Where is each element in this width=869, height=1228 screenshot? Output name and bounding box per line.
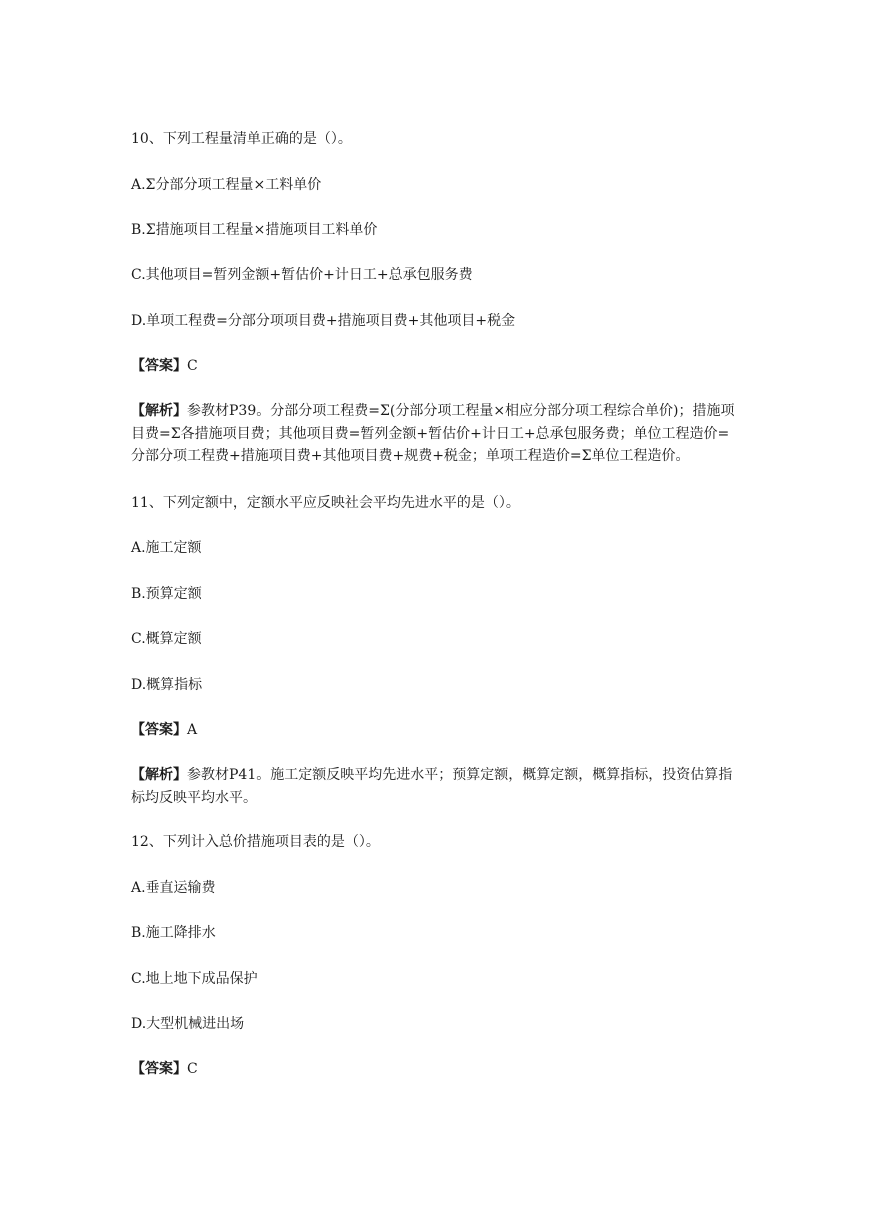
question-12-option-b: B.施工降排水 <box>131 925 216 941</box>
answer-value: A <box>187 722 198 738</box>
question-12-option-d: D.大型机械进出场 <box>131 1016 245 1032</box>
question-10-option-b: B.Σ措施项目工程量×措施项目工料单价 <box>131 222 378 238</box>
analysis-label: 【解析】 <box>131 403 187 419</box>
answer-label: 【答案】 <box>131 358 187 374</box>
answer-label: 【答案】 <box>131 722 187 738</box>
analysis-text: 参教材P41。施工定额反映平均先进水平；预算定额，概算定额，概算指标，投资估算指标均反映平均水平。 <box>131 767 733 806</box>
question-10-stem: 10、下列工程量清单正确的是（）。 <box>131 131 352 147</box>
question-11-option-b: B.预算定额 <box>131 586 202 602</box>
question-11-stem: 11、下列定额中，定额水平应反映社会平均先进水平的是（）。 <box>131 495 520 511</box>
analysis-text: 参教材P39。分部分项工程费=Σ(分部分项工程量×相应分部分项工程综合单价)；措施项目费=Σ各措施项目费；其他项目费=暂列金额+暂估价+计日工+总承包服务费；单位工程造价=分部分项工程费+措施项目费+其他项目费+规费+税金；单项工程造价=Σ单位工程造价。 <box>131 403 735 464</box>
question-11-answer <box>131 719 741 742</box>
question-10-analysis <box>131 400 741 468</box>
question-10-option-a: A.Σ分部分项工程量×工料单价 <box>131 177 322 193</box>
question-12-answer <box>131 1058 741 1081</box>
question-10-option-c: C.其他项目=暂列金额+暂估价+计日工+总承包服务费 <box>131 267 473 283</box>
question-12-stem: 12、下列计入总价措施项目表的是（）。 <box>131 834 380 850</box>
analysis-label: 【解析】 <box>131 767 187 783</box>
question-11-option-c: C.概算定额 <box>131 631 202 647</box>
question-12-option-a: A.垂直运输费 <box>131 880 216 896</box>
question-11-option-a: A.施工定额 <box>131 540 202 556</box>
question-10-option-d: D.单项工程费=分部分项项目费+措施项目费+其他项目+税金 <box>131 313 516 329</box>
question-10-answer <box>131 355 741 378</box>
answer-value: C <box>187 1061 198 1077</box>
answer-label: 【答案】 <box>131 1061 187 1077</box>
question-11-analysis <box>131 764 741 809</box>
answer-value: C <box>187 358 198 374</box>
question-11-option-d: D.概算指标 <box>131 677 203 693</box>
question-12-option-c: C.地上地下成品保护 <box>131 971 258 987</box>
